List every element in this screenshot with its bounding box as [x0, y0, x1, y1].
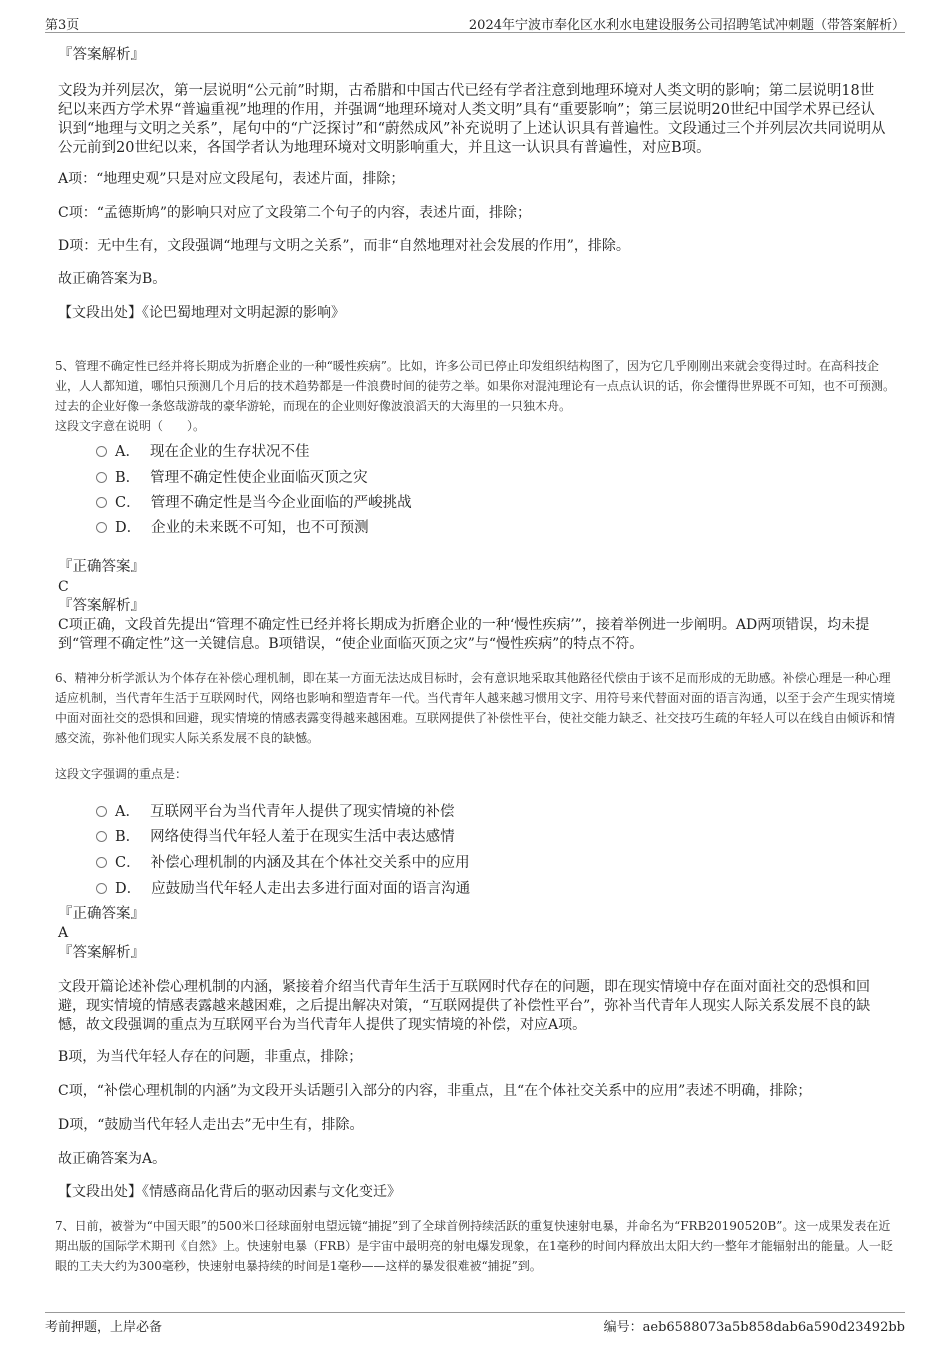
q4-option-c-note: C项：“孟德斯鸠”的影响只对应了文段第二个句子的内容，表述片面，排除；	[58, 205, 532, 221]
q6-option-c-note: C项，“补偿心理机制的内涵”为文段开头话题引入部分的内容，非重点，且“在个体社交关系中的应用”表述不明确，排除；	[58, 1083, 812, 1099]
radio-icon[interactable]	[96, 831, 107, 842]
q6-option-d[interactable]: D． 应鼓励当代年轻人走出去多进行面对面的语言沟通	[96, 877, 470, 898]
document-id: 编号：aeb6588073a5b858dab6a590d23492bb	[603, 1320, 905, 1335]
q6-answer: A	[58, 925, 69, 941]
radio-icon[interactable]	[96, 522, 107, 533]
q7-stem: 7、日前，被誉为“中国天眼”的500米口径球面射电望远镜“捕捉”到了全球首例持续活跃的重复快速射电暴，并命名为“FRB20190520B”。这一成果发表在近期出版的国际学术期刊《自然》上。快速射电暴（FRB）是宇宙中最明亮的射电爆发现象，在1毫秒的时间内释放出太阳大约一整年才能辐射出的能量。人一眨眼的工夫大约为300毫秒，快速射电暴持续的时间是1毫秒——这样的暴发很难被“捕捉”到。	[55, 1219, 893, 1273]
q5-analysis-tag: 『答案解析』	[58, 598, 145, 614]
q6-source: 【文段出处】《情感商品化背后的驱动因素与文化变迁》	[58, 1184, 401, 1200]
radio-icon[interactable]	[96, 883, 107, 894]
radio-icon[interactable]	[96, 857, 107, 868]
q6-analysis: 文段开篇论述补偿心理机制的内涵，紧接着介绍当代青年生活于互联网时代存在的问题，即在现实情境中存在面对面社交的恐惧和回避，现实情境的情感表露越来越困难，之后提出解决对策，“互联网提供了补偿性平台”，弥补当代青年人现实人际关系发展不良的缺憾，故文段强调的重点为互联网平台为当代青年人提供了现实情境的补偿，对应A项。	[58, 979, 871, 1033]
page-header	[45, 12, 905, 33]
q6-analysis-tag: 『答案解析』	[58, 945, 145, 961]
page-footer	[45, 1312, 905, 1333]
document-title: 2024年宁波市奉化区水利水电建设服务公司招聘笔试冲刺题（带答案解析）	[468, 18, 905, 33]
radio-icon[interactable]	[96, 497, 107, 508]
q6-option-a[interactable]: A． 互联网平台为当代青年人提供了现实情境的补偿	[96, 800, 454, 821]
q4-analysis: 文段为并列层次，第一层说明“公元前”时期，古希腊和中国古代已经有学者注意到地理环境对人类文明的影响；第二层说明18世纪以来西方学术界“普遍重视”地理的作用，并强调“地理环境对人类文明”具有“重要影响”；第三层说明20世纪中国学术界已经认识到“地理与文明之关系”，尾句中的“广泛探讨”和“蔚然成风”补充说明了上述认识具有普遍性。文段通过三个并列层次共同说明从公元前到20世纪以来，各国学者认为地理环境对文明影响重大，并且这一认识具有普遍性，对应B项。	[58, 83, 886, 156]
q5-option-b[interactable]: B． 管理不确定性使企业面临灭顶之灾	[96, 466, 368, 487]
q6-answer-tag: 『正确答案』	[58, 906, 145, 922]
q4-option-d-note: D项：无中生有，文段强调“地理与文明之关系”，而非“自然地理对社会发展的作用”，排除。	[58, 238, 630, 254]
radio-icon[interactable]	[96, 472, 107, 483]
q6-answer-line: 故正确答案为A。	[58, 1151, 167, 1167]
q5-answer-tag: 『正确答案』	[58, 559, 145, 575]
page-number: 第3页	[45, 18, 80, 33]
q4-option-a-note: A项：“地理史观”只是对应文段尾句，表述片面，排除；	[58, 171, 405, 187]
q5-prompt: 这段文字意在说明（ ）。	[55, 419, 206, 433]
q4-source: 【文段出处】《论巴蜀地理对文明起源的影响》	[58, 305, 345, 321]
q5-stem: 5、管理不确定性已经并将长期成为折磨企业的一种“暖性疾病”。比如，许多公司已停止印发组织结构图了，因为它几乎刚刚出来就会变得过时。在高科技企业，人人都知道，哪怕只预测几个月后的技术趋势都是一件浪费时间的徒劳之举。如果你对混沌理论有一点点认识的话，你会懂得世界既不可知，也不可预测。过去的企业好像一条悠哉游哉的豪华游轮，而现在的企业则好像波浪滔天的大海里的一只独木舟。	[55, 359, 896, 413]
footer-slogan: 考前押题，上岸必备	[45, 1320, 163, 1335]
q6-option-d-note: D项，“鼓励当代年轻人走出去”无中生有，排除。	[58, 1117, 364, 1133]
q4-answer: 故正确答案为B。	[58, 271, 167, 287]
q6-stem: 6、精神分析学派认为个体存在补偿心理机制，即在某一方面无法达成目标时，会有意识地采取其他路径代偿由于该不足而形成的无助感。补偿心理是一种心理适应机制，当代青年生活于互联网时代，网络也影响和塑造青年一代。当代青年人越来越习惯用文字、用符号来代替面对面的语言沟通，以至于会产生现实情境中面对面社交的恐惧和回避，现实情境的情感表露变得越来越困难。互联网提供了补偿性平台，使社交能力缺乏、社交技巧生疏的年轻人可以在线自由倾诉和情感交流，弥补他们现实人际关系发展不良的缺憾。	[55, 671, 896, 745]
q6-option-b-note: B项，为当代年轻人存在的问题，非重点，排除；	[58, 1049, 363, 1065]
q5-analysis: C项正确，文段首先提出“管理不确定性已经并将长期成为折磨企业的一种‘慢性疾病’”，接着举例进一步阐明。AD两项错误，均未提到“管理不确定性”这一关键信息。B项错误，“使企业面临灭顶之灾”与“慢性疾病”的特点不符。	[58, 617, 870, 652]
q5-option-c[interactable]: C． 管理不确定性是当今企业面临的严峻挑战	[96, 491, 412, 512]
q4-analysis-tag: 『答案解析』	[58, 47, 145, 63]
q5-option-a[interactable]: A． 现在企业的生存状况不佳	[96, 440, 309, 461]
q6-option-b[interactable]: B． 网络使得当代年轻人羞于在现实生活中表达感情	[96, 825, 455, 846]
q5-answer: C	[58, 579, 69, 595]
radio-icon[interactable]	[96, 446, 107, 457]
q6-option-c[interactable]: C． 补偿心理机制的内涵及其在个体社交关系中的应用	[96, 851, 470, 872]
radio-icon[interactable]	[96, 806, 107, 817]
q6-prompt: 这段文字强调的重点是：	[55, 767, 188, 781]
q5-option-d[interactable]: D． 企业的未来既不可知，也不可预测	[96, 516, 369, 537]
